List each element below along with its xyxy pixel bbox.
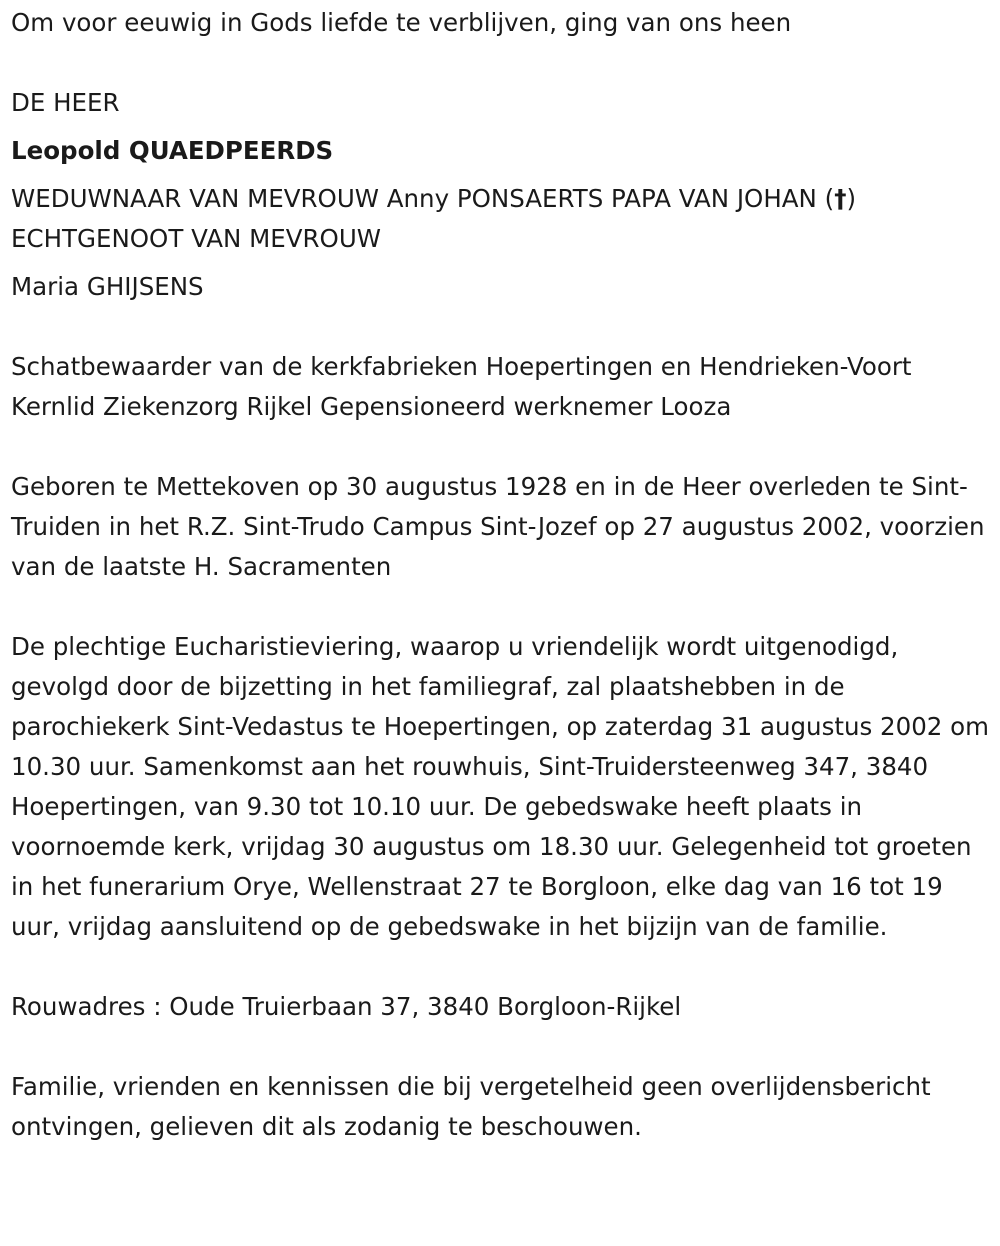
- relation-prefix: WEDUWNAAR VAN MEVROUW Anny PONSAERTS PAPA VAN JOHAN (: [11, 184, 835, 213]
- spacer: [11, 947, 991, 987]
- spacer: [11, 259, 991, 267]
- cross-icon: †: [834, 184, 847, 213]
- spouse-name: Maria GHIJSENS: [11, 272, 204, 301]
- intro-text: Om voor eeuwig in Gods liefde te verblijven, ging van ons heen: [11, 8, 792, 37]
- spacer: [11, 587, 991, 627]
- address-line: Rouwadres : Oude Truierbaan 37, 3840 Borgloon-Rijkel: [11, 992, 682, 1021]
- spacer: [11, 43, 991, 83]
- title-text: DE HEER: [11, 88, 120, 117]
- relation-line-1: [11, 179, 991, 219]
- birth-death-paragraph: Geboren te Mettekoven op 30 augustus 1928 en in de Heer overleden te Sint-Truiden in het R.Z. Sint-Trudo Campus Sint-Jozef op 27 augustus 2002, voorzien van de laatste H. Sacramenten: [11, 472, 985, 581]
- relation-line-2: ECHTGENOOT VAN MEVROUW: [11, 224, 382, 253]
- relation-suffix: ): [846, 184, 857, 213]
- roles-paragraph: Schatbewaarder van de kerkfabrieken Hoepertingen en Hendrieken-Voort Kernlid Ziekenzorg Rijkel Gepensioneerd werknemer Looza: [11, 352, 912, 421]
- ceremony-paragraph: De plechtige Eucharistieviering, waarop u vriendelijk wordt uitgenodigd, gevolgd door de bijzetting in het familiegraf, zal plaatshebben in de parochiekerk Sint-Vedastus te Hoepertingen, op zaterdag 31 augustus 2002 om 10.30 uur. Samenkomst aan het rouwhuis, Sint-Truidersteenweg 347, 3840 Hoepertingen, van 9.30 tot 10.10 uur. De gebedswake heeft plaats in voornoemde kerk, vrijdag 30 augustus om 18.30 uur. Gelegenheid tot groeten in het funerarium Orye, Wellenstraat 27 te Borgloon, elke dag van 16 tot 19 uur, vrijdag aansluitend op de gebedswake in het bijzijn van de familie.: [11, 632, 990, 941]
- closing-paragraph: Familie, vrienden en kennissen die bij vergetelheid geen overlijdensbericht ontvingen, gelieven dit als zodanig te beschouwen.: [11, 1072, 931, 1141]
- spacer: [11, 427, 991, 467]
- spacer: [11, 307, 991, 347]
- spacer: [11, 123, 991, 131]
- deceased-name: Leopold QUAEDPEERDS: [11, 136, 334, 165]
- spacer: [11, 1027, 991, 1067]
- obituary-notice: [11, 3, 991, 1147]
- spacer: [11, 171, 991, 179]
